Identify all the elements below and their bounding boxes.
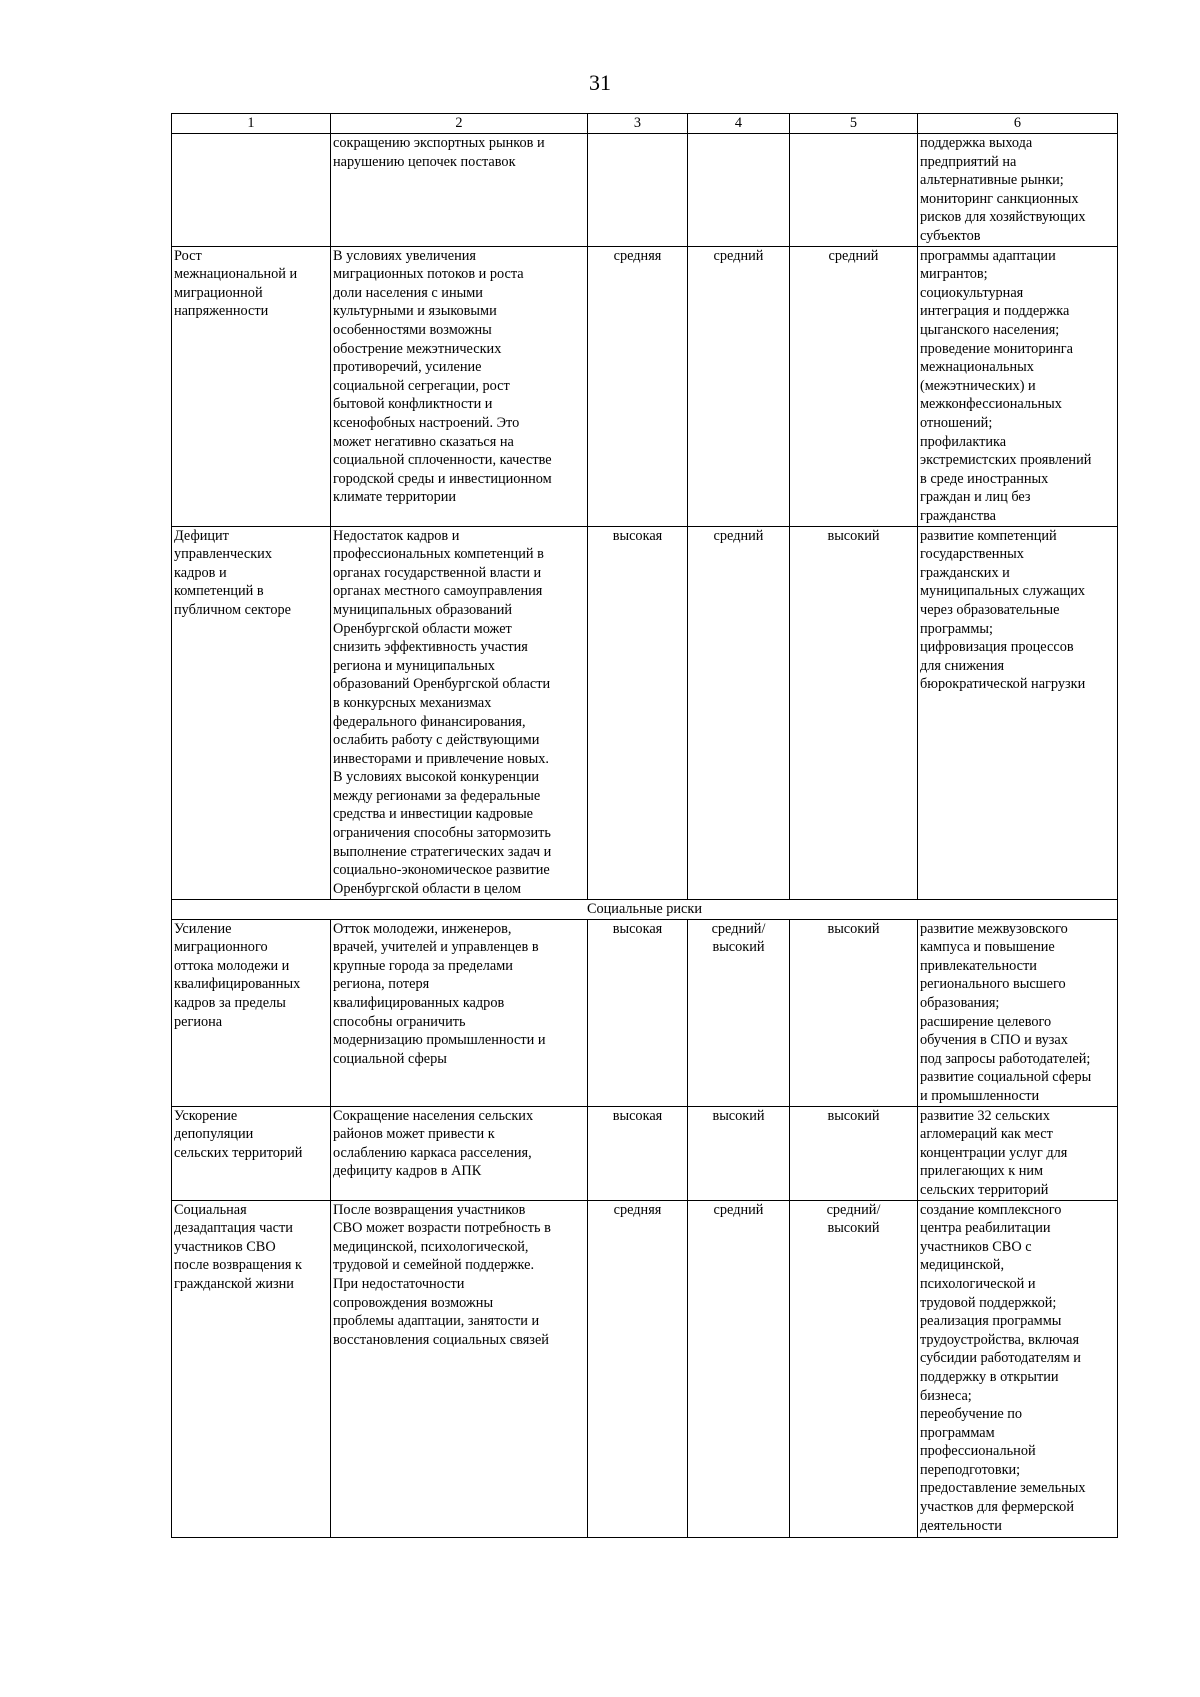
probability-cell: высокая <box>588 1106 688 1200</box>
risk-level-cell: средний <box>790 246 918 526</box>
column-header: 2 <box>331 114 588 134</box>
probability-cell: средняя <box>588 246 688 526</box>
probability-cell: высокая <box>588 526 688 899</box>
section-heading: Социальные риски <box>172 899 1118 919</box>
measures-cell: создание комплексного центра реабилитации участников СВО с медицинской, психологической и трудовой поддержкой; реализация программы трудоустройства, включая субсидии работодателям и поддержку в открытии бизнеса; переобучение по программам профессиональной переподготовки; предоставление земельных участков для фермерской деятельности <box>918 1200 1118 1537</box>
risk-level-cell: высокий <box>790 1106 918 1200</box>
table-row <box>172 1200 1118 1537</box>
page-number: 31 <box>589 70 611 95</box>
risk-description-cell: Сокращение населения сельских районов может привести к ослаблению каркаса расселения, дефициту кадров в АПК <box>331 1106 588 1200</box>
risk-name-cell: Рост межнациональной и миграционной напряженности <box>172 246 331 526</box>
risk-name-cell: Социальная дезадаптация части участников СВО после возвращения к гражданской жизни <box>172 1200 331 1537</box>
risk-description-cell: После возвращения участников СВО может возрасти потребность в медицинской, психологической, трудовой и семейной поддержке. При недостаточности сопровождения возможны проблемы адаптации, занятости и восстановления социальных связей <box>331 1200 588 1537</box>
risk-name-cell: Дефицит управленческих кадров и компетенций в публичном секторе <box>172 526 331 899</box>
table-row <box>172 919 1118 1106</box>
risk-level-cell: высокий <box>790 919 918 1106</box>
probability-cell: высокая <box>588 919 688 1106</box>
impact-cell: средний/ высокий <box>688 919 790 1106</box>
risk-description-cell: В условиях увеличения миграционных потоков и роста доли населения с иными культурными и языковыми особенностями возможны обострение межэтнических противоречий, усиление социальной сегрегации, рост бытовой конфликтности и ксенофобных настроений. Это может негативно сказаться на социальной сплоченности, качестве городской среды и инвестиционном климате территории <box>331 246 588 526</box>
column-header: 3 <box>588 114 688 134</box>
impact-cell: средний <box>688 246 790 526</box>
risk-description-cell: Недостаток кадров и профессиональных компетенций в органах государственной власти и органах местного самоуправления муниципальных образований Оренбургской области может снизить эффективность участия региона и муниципальных образований Оренбургской области в конкурсных механизмах федерального финансирования, ослабить работу с действующими инвесторами и привлечение новых. В условиях высокой конкуренции между регионами за федеральные средства и инвестиции кадровые ограничения способны затормозить выполнение стратегических задач и социально-экономическое развитие Оренбургской области в целом <box>331 526 588 899</box>
measures-cell: поддержка выхода предприятий на альтернативные рынки; мониторинг санкционных рисков для хозяйствующих субъектов <box>918 134 1118 247</box>
table-row <box>172 526 1118 899</box>
risk-table <box>171 113 1118 1538</box>
column-header: 4 <box>688 114 790 134</box>
impact-cell: высокий <box>688 1106 790 1200</box>
impact-cell: средний <box>688 526 790 899</box>
probability-cell: средняя <box>588 1200 688 1537</box>
risk-name-cell: Ускорение депопуляции сельских территорий <box>172 1106 331 1200</box>
measures-cell: развитие межвузовского кампуса и повышение привлекательности регионального высшего образования; расширение целевого обучения в СПО и вузах под запросы работодателей; развитие социальной сферы и промышленности <box>918 919 1118 1106</box>
measures-cell: развитие компетенций государственных гражданских и муниципальных служащих через образовательные программы; цифровизация процессов для снижения бюрократической нагрузки <box>918 526 1118 899</box>
risk-name-cell <box>172 134 331 247</box>
measures-cell: программы адаптации мигрантов; социокультурная интеграция и поддержка цыганского населения; проведение мониторинга межнациональных (межэтнических) и межконфессиональных отношений; профилактика экстремистских проявлений в среде иностранных граждан и лиц без гражданства <box>918 246 1118 526</box>
risk-level-cell: высокий <box>790 526 918 899</box>
risk-level-cell: средний/ высокий <box>790 1200 918 1537</box>
probability-cell <box>588 134 688 247</box>
measures-cell: развитие 32 сельских агломераций как мест концентрации услуг для прилегающих к ним сельских территорий <box>918 1106 1118 1200</box>
risk-name-cell: Усиление миграционного оттока молодежи и квалифицированных кадров за пределы региона <box>172 919 331 1106</box>
risk-level-cell <box>790 134 918 247</box>
impact-cell <box>688 134 790 247</box>
table-row <box>172 1106 1118 1200</box>
risk-description-cell: Отток молодежи, инженеров, врачей, учителей и управленцев в крупные города за пределами региона, потеря квалифицированных кадров способны ограничить модернизацию промышленности и социальной сферы <box>331 919 588 1106</box>
section-heading-row <box>172 899 1118 919</box>
table-header-row <box>172 114 1118 134</box>
table-row <box>172 134 1118 247</box>
column-header: 6 <box>918 114 1118 134</box>
column-header: 1 <box>172 114 331 134</box>
table-row <box>172 246 1118 526</box>
column-header: 5 <box>790 114 918 134</box>
risk-description-cell: сокращению экспортных рынков и нарушению цепочек поставок <box>331 134 588 247</box>
impact-cell: средний <box>688 1200 790 1537</box>
